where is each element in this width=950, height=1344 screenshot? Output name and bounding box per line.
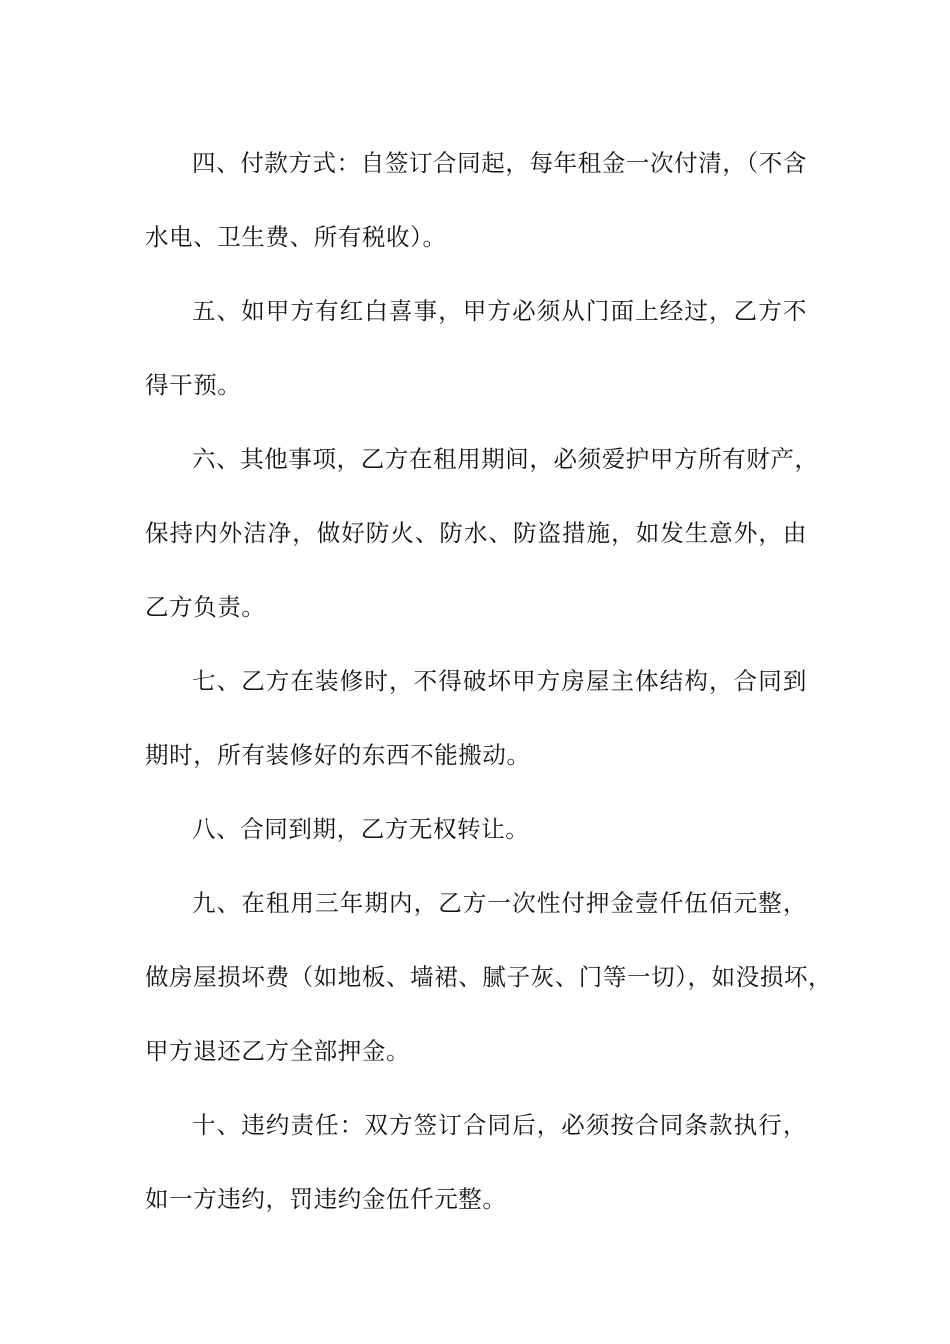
clause-7-line-2: 期时，所有装修好的东西不能搬动。 [145, 741, 531, 769]
clause-10-line-1: 十、违约责任：双方签订合同后，必须按合同条款执行， [192, 1111, 807, 1139]
clause-4-payment-method [145, 126, 807, 274]
clause-5-line-1: 五、如甲方有红白喜事，甲方必须从门面上经过，乙方不 [192, 297, 807, 325]
clause-5-weddings-funerals [145, 274, 807, 422]
clause-8-expiry [145, 792, 807, 866]
clause-6-line-1: 六、其他事项，乙方在租用期间，必须爱护甲方所有财产， [192, 445, 819, 473]
clause-9-line-3: 甲方退还乙方全部押金。 [145, 1037, 411, 1065]
document-body [145, 126, 833, 1236]
clause-9-line-1: 九、在租用三年期内，乙方一次性付押金壹仟伍佰元整， [192, 889, 807, 917]
clause-5-line-2: 得干预。 [145, 371, 242, 399]
clause-8-line-1: 八、合同到期，乙方无权转让。 [192, 815, 530, 843]
clause-6-line-2: 保持内外洁净，做好防火、防水、防盗措施，如发生意外，由 [145, 519, 807, 547]
clause-7-line-1: 七、乙方在装修时，不得破坏甲方房屋主体结构，合同到 [192, 667, 807, 695]
clause-10-breach-liability [145, 1088, 807, 1236]
clause-9-deposit [145, 866, 833, 1088]
clause-4-line-1: 四、付款方式：自签订合同起，每年租金一次付清，（不含 [192, 149, 807, 177]
clause-9-line-2: 做房屋损坏费（如地板、墙裙、腻子灰、门等一切），如没损坏， [145, 963, 833, 991]
clause-6-other-matters [145, 422, 819, 644]
clause-6-line-3: 乙方负责。 [145, 593, 266, 621]
clause-7-renovation [145, 644, 807, 792]
clause-4-line-2: 水电、卫生费、所有税收）。 [145, 223, 447, 251]
clause-10-line-2: 如一方违约，罚违约金伍仟元整。 [145, 1185, 507, 1213]
